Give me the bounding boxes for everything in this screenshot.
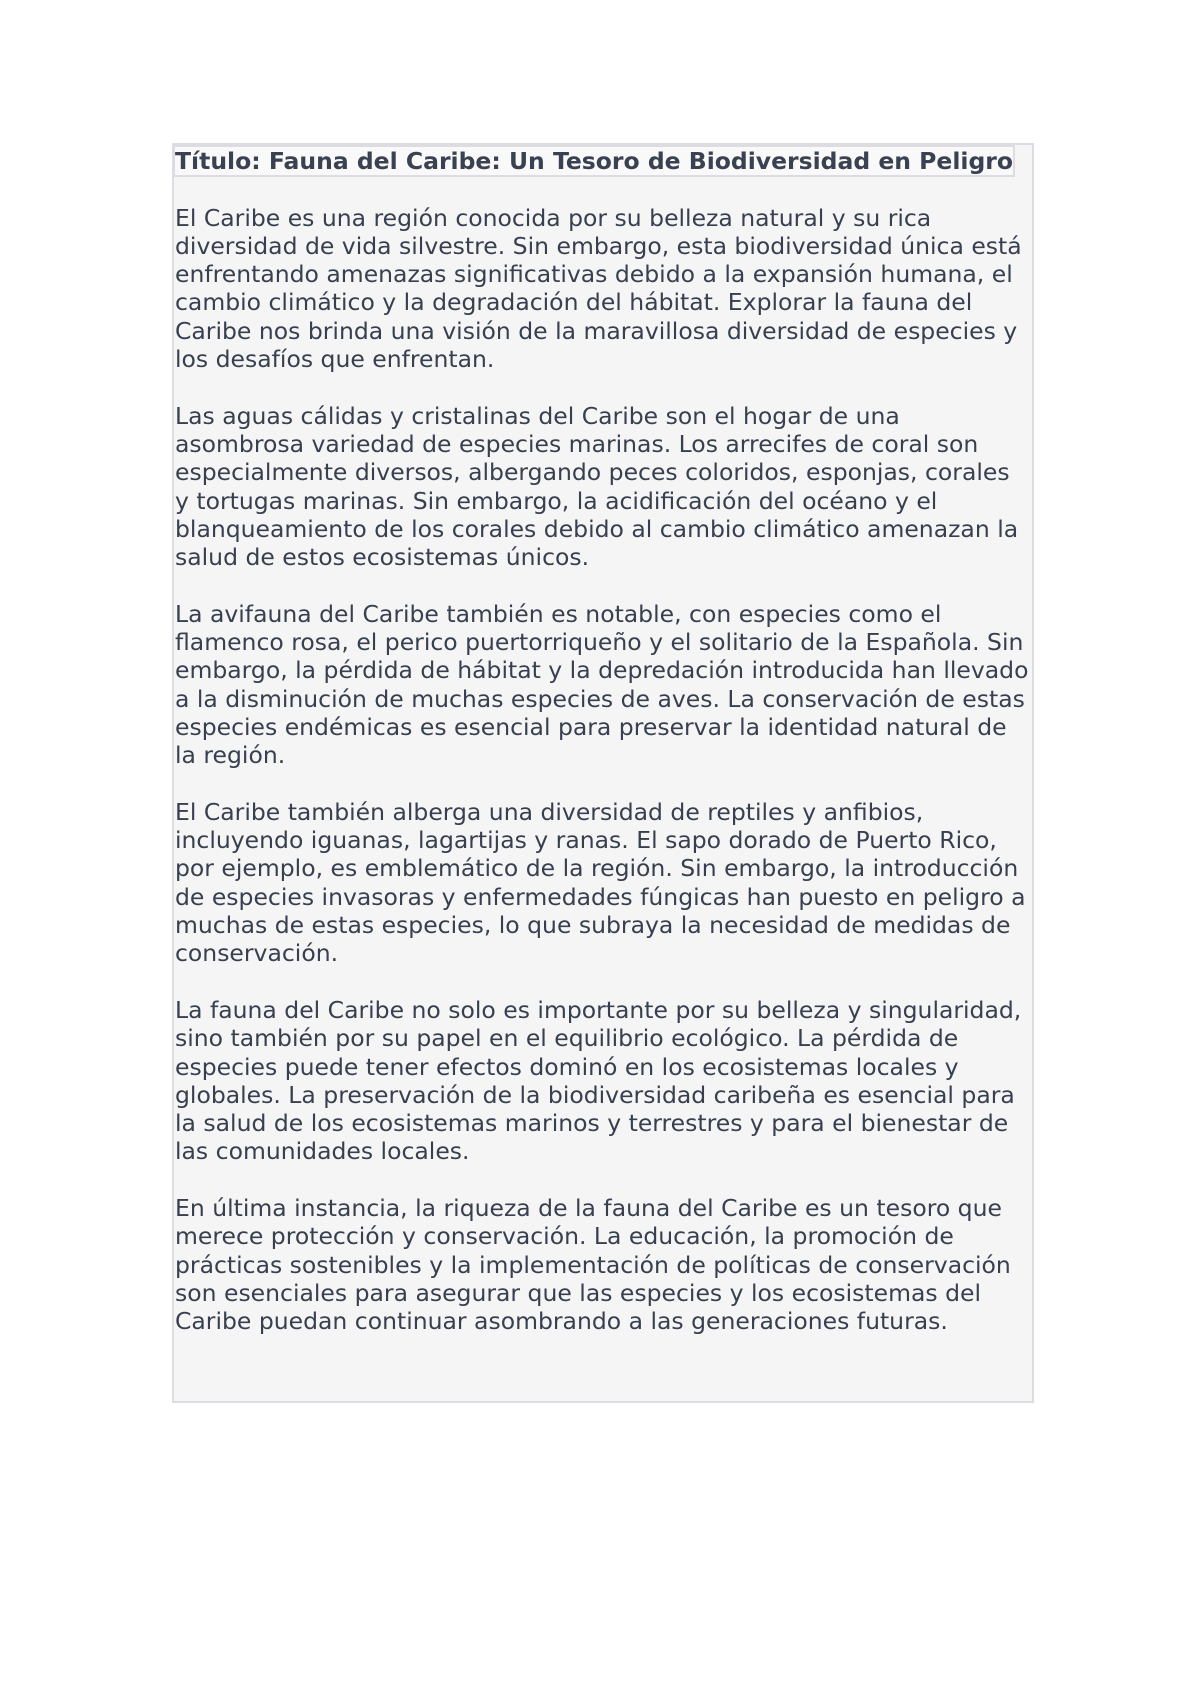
paragraph-birds: La avifauna del Caribe también es notable, con especies como el flamenco rosa, el perico puertorriqueño y el solitario de la Española. Sin embargo, la pérdida de hábitat y la depredación introducida han llevado a la disminución de muchas especies de aves. La conservación de estas especies endémicas es esencial para preservar la identidad natural de la región.: [175, 599, 1029, 770]
title-block: [175, 145, 1030, 175]
paragraph-intro: El Caribe es una región conocida por su belleza natural y su rica diversidad de vida silvestre. Sin embargo, esta biodiversidad única está enfrentando amenazas significativas debido a la expansión humana, el cambio climático y la degradación del hábitat. Explorar la fauna del Caribe nos brinda una visión de la maravillosa diversidad de especies y los desafíos que enfrentan.: [175, 203, 1022, 374]
paragraph-conclusion: En última instancia, la riqueza de la fauna del Caribe es un tesoro que merece protección y conservación. La educación, la promoción de prácticas sostenibles y la implementación de políticas de conservación son esenciales para asegurar que las especies y los ecosistemas del Caribe puedan continuar asombrando a las generaciones futuras.: [175, 1193, 1011, 1336]
paragraph-importance: La fauna del Caribe no solo es importante por su belleza y singularidad, sino también por su papel en el equilibrio ecológico. La pérdida de especies puede tener efectos dominó en los ecosistemas locales y globales. La preservación de la biodiversidad caribeña es esencial para la salud de los ecosistemas marinos y terrestres y para el bienestar de las comunidades locales.: [175, 995, 1022, 1166]
document-title: Título: Fauna del Caribe: Un Tesoro de Biodiversidad en Peligro: [175, 147, 1014, 175]
text-box[interactable]: [172, 143, 1034, 1403]
paragraph-marine: Las aguas cálidas y cristalinas del Caribe son el hogar de una asombrosa variedad de especies marinas. Los arrecifes de coral son especialmente diversos, albergando peces coloridos, esponjas, corales y tortugas marinas. Sin embargo, la acidificación del océano y el blanqueamiento de los corales debido al cambio climático amenazan la salud de estos ecosistemas únicos.: [175, 401, 1019, 572]
paragraph-reptiles: El Caribe también alberga una diversidad de reptiles y anfibios, incluyendo iguanas, lagartijas y ranas. El sapo dorado de Puerto Rico, por ejemplo, es emblemático de la región. Sin embargo, la introducción de especies invasoras y enfermedades fúngicas han puesto en peligro a muchas de estas especies, lo que subraya la necesidad de medidas de conservación.: [175, 797, 1026, 968]
